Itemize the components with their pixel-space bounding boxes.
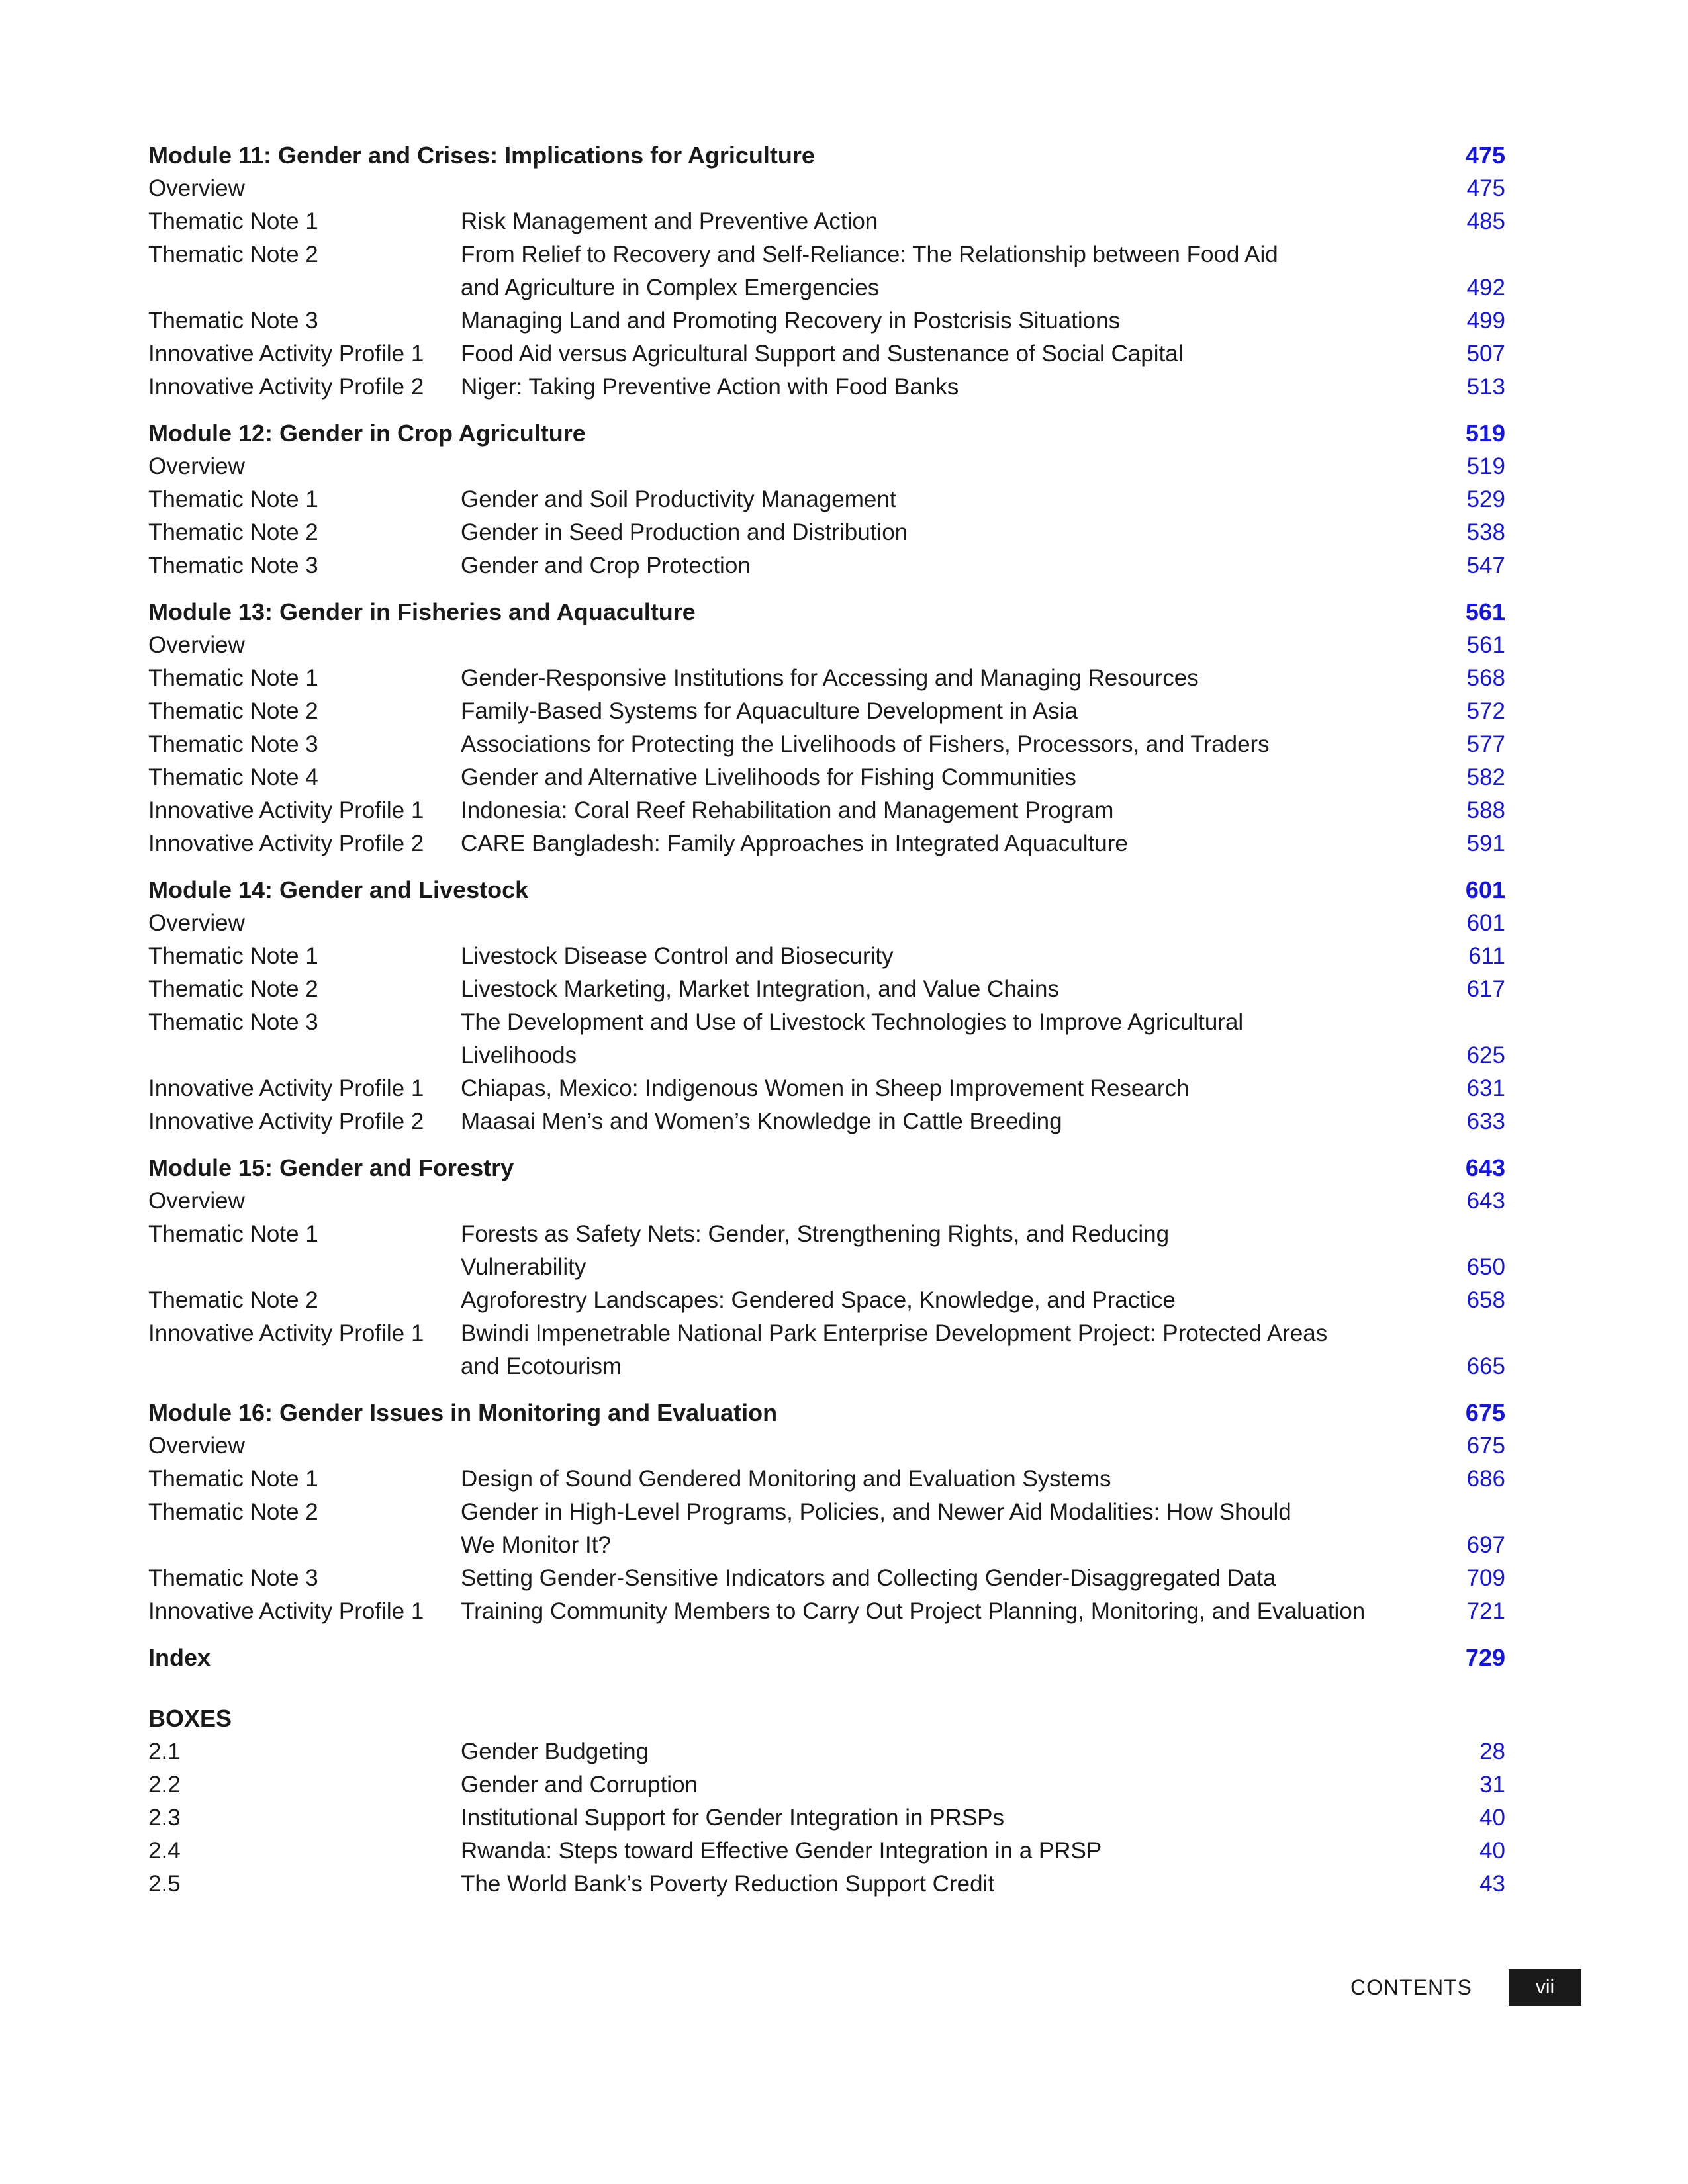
toc-entry-line <box>148 304 1505 338</box>
toc-entry-line <box>148 629 1505 662</box>
toc-entry[interactable] <box>148 1072 1505 1105</box>
entry-page-number[interactable]: 591 <box>1466 831 1505 856</box>
entry-page-number[interactable]: 675 <box>1466 1433 1505 1459</box>
box-number: 2.3 <box>148 1805 181 1831</box>
toc-entry-line <box>148 1496 1505 1529</box>
module-page-number[interactable]: 561 <box>1465 598 1505 625</box>
entry-label: Thematic Note 2 <box>148 1499 318 1525</box>
box-entry[interactable] <box>148 1801 1505 1835</box>
toc-entry[interactable] <box>148 973 1505 1006</box>
table-of-contents <box>148 139 1505 1901</box>
entry-title: Niger: Taking Preventive Action with Food Banks <box>461 374 959 400</box>
entry-title: We Monitor It? <box>461 1532 611 1558</box>
box-entry[interactable] <box>148 1735 1505 1768</box>
toc-entry-line <box>148 695 1505 728</box>
toc-entry-line <box>148 549 1505 582</box>
entry-page-number[interactable]: 697 <box>1466 1532 1505 1558</box>
boxes-section <box>148 1702 1505 1901</box>
toc-entry-line <box>148 205 1505 238</box>
entry-page-number[interactable]: 568 <box>1466 665 1505 691</box>
toc-entry[interactable] <box>148 1562 1505 1595</box>
toc-module <box>148 139 1505 404</box>
toc-entry-line <box>148 794 1505 827</box>
toc-entry-line <box>148 761 1505 794</box>
toc-entry[interactable] <box>148 629 1505 662</box>
toc-entry[interactable] <box>148 1105 1505 1138</box>
toc-entry-line <box>148 1350 1505 1383</box>
module-title: Module 11: Gender and Crises: Implications for Agriculture <box>148 142 815 169</box>
toc-entry-line <box>148 371 1505 404</box>
index-entry[interactable] <box>148 1641 1505 1674</box>
entry-label: Innovative Activity Profile 1 <box>148 797 424 823</box>
box-entry[interactable] <box>148 1868 1505 1901</box>
toc-entry-line <box>148 1595 1505 1628</box>
entry-page-number[interactable]: 643 <box>1466 1188 1505 1214</box>
toc-entry[interactable] <box>148 338 1505 371</box>
toc-module <box>148 1396 1505 1628</box>
entry-label: Thematic Note 2 <box>148 1287 318 1313</box>
box-entry[interactable] <box>148 1768 1505 1801</box>
toc-entry[interactable] <box>148 1496 1505 1562</box>
toc-entry-line <box>148 450 1505 483</box>
toc-entry[interactable] <box>148 761 1505 794</box>
entry-page-number[interactable]: 561 <box>1466 632 1505 658</box>
module-heading[interactable] <box>148 874 1505 907</box>
entry-page-number[interactable]: 633 <box>1466 1109 1505 1134</box>
module-heading[interactable] <box>148 139 1505 172</box>
toc-entry[interactable] <box>148 1284 1505 1317</box>
box-page-number[interactable]: 40 <box>1479 1805 1505 1831</box>
entry-title: and Agriculture in Complex Emergencies <box>461 275 880 300</box>
box-number: 2.2 <box>148 1772 181 1797</box>
toc-entry-line <box>148 1072 1505 1105</box>
entry-page-number[interactable]: 721 <box>1466 1598 1505 1624</box>
entry-label: Overview <box>148 632 245 658</box>
entry-title: Associations for Protecting the Livelihoods of Fishers, Processors, and Traders <box>461 731 1270 757</box>
entry-title: The Development and Use of Livestock Technologies to Improve Agricultural <box>461 1009 1244 1035</box>
entry-page-number[interactable]: 582 <box>1466 764 1505 790</box>
module-page-number[interactable]: 643 <box>1465 1154 1505 1181</box>
entry-page-number[interactable]: 588 <box>1466 797 1505 823</box>
box-title: Institutional Support for Gender Integration in PRSPs <box>461 1805 1005 1831</box>
entry-label: Innovative Activity Profile 2 <box>148 374 424 400</box>
entry-title: Gender and Soil Productivity Management <box>461 486 896 512</box>
toc-entry[interactable] <box>148 662 1505 695</box>
toc-entry[interactable] <box>148 1317 1505 1383</box>
toc-entry[interactable] <box>148 1430 1505 1463</box>
entry-title: Training Community Members to Carry Out Project Planning, Monitoring, and Evaluation <box>461 1598 1366 1624</box>
module-heading[interactable] <box>148 1396 1505 1430</box>
entry-title: From Relief to Recovery and Self-Reliance: The Relationship between Food Aid <box>461 242 1278 267</box>
toc-entry[interactable] <box>148 238 1505 304</box>
entry-page-number[interactable]: 665 <box>1466 1353 1505 1379</box>
entry-label: Thematic Note 3 <box>148 308 318 334</box>
toc-entry-line <box>148 238 1505 271</box>
entry-title: Indonesia: Coral Reef Rehabilitation and Management Program <box>461 797 1114 823</box>
module-title: Module 12: Gender in Crop Agriculture <box>148 420 586 447</box>
toc-entry-line <box>148 1218 1505 1251</box>
entry-label: Thematic Note 3 <box>148 1009 318 1035</box>
toc-entry[interactable] <box>148 371 1505 404</box>
toc-entry-line <box>148 1317 1505 1350</box>
entry-label: Innovative Activity Profile 2 <box>148 1109 424 1134</box>
toc-entry-line <box>148 483 1505 516</box>
entry-page-number[interactable]: 538 <box>1466 520 1505 545</box>
box-page-number[interactable]: 31 <box>1479 1772 1505 1797</box>
entry-label: Thematic Note 1 <box>148 1221 318 1247</box>
box-page-number[interactable]: 28 <box>1479 1739 1505 1764</box>
entry-title: Gender and Crop Protection <box>461 553 751 578</box>
page-footer <box>1350 1969 1581 2006</box>
entry-label: Innovative Activity Profile 2 <box>148 831 424 856</box>
entry-label: Overview <box>148 1433 245 1459</box>
entry-label: Thematic Note 2 <box>148 520 318 545</box>
toc-entry-line <box>148 1006 1505 1039</box>
toc-entry[interactable] <box>148 695 1505 728</box>
toc-module <box>148 596 1505 860</box>
entry-title: Food Aid versus Agricultural Support and Sustenance of Social Capital <box>461 341 1184 367</box>
entry-page-number[interactable]: 658 <box>1466 1287 1505 1313</box>
entry-page-number[interactable]: 686 <box>1466 1466 1505 1492</box>
entry-page-number[interactable]: 709 <box>1466 1565 1505 1591</box>
toc-entry[interactable] <box>148 1218 1505 1284</box>
entry-label: Thematic Note 1 <box>148 943 318 969</box>
toc-entry[interactable] <box>148 794 1505 827</box>
toc-entry[interactable] <box>148 1185 1505 1218</box>
toc-entry[interactable] <box>148 450 1505 483</box>
toc-entry-line <box>148 172 1505 205</box>
entry-title: Vulnerability <box>461 1254 586 1280</box>
boxes-title: BOXES <box>148 1705 232 1732</box>
page-folio: vii <box>1509 1969 1581 2006</box>
toc-entry[interactable] <box>148 516 1505 549</box>
box-title: Gender and Corruption <box>461 1772 698 1797</box>
module-page-number[interactable]: 519 <box>1465 420 1505 447</box>
toc-entry[interactable] <box>148 1595 1505 1628</box>
entry-page-number[interactable]: 475 <box>1466 175 1505 201</box>
entry-label: Thematic Note 1 <box>148 665 318 691</box>
toc-module <box>148 1152 1505 1383</box>
toc-entry[interactable] <box>148 907 1505 940</box>
entry-title: CARE Bangladesh: Family Approaches in Integrated Aquaculture <box>461 831 1128 856</box>
entry-page-number[interactable]: 625 <box>1466 1042 1505 1068</box>
box-entry[interactable] <box>148 1835 1505 1868</box>
entry-label: Innovative Activity Profile 1 <box>148 341 424 367</box>
entry-label: Overview <box>148 910 245 936</box>
toc-entry-line <box>148 728 1505 761</box>
toc-entry-line <box>148 338 1505 371</box>
module-page-number[interactable]: 675 <box>1465 1399 1505 1426</box>
entry-page-number[interactable]: 499 <box>1466 308 1505 334</box>
entry-title: Maasai Men’s and Women’s Knowledge in Cattle Breeding <box>461 1109 1062 1134</box>
toc-entry-line <box>148 662 1505 695</box>
entry-title: Gender in High-Level Programs, Policies, and Newer Aid Modalities: How Should <box>461 1499 1291 1525</box>
entry-page-number[interactable]: 631 <box>1466 1075 1505 1101</box>
entry-label: Thematic Note 1 <box>148 1466 318 1492</box>
box-number: 2.1 <box>148 1739 181 1764</box>
entry-label: Thematic Note 3 <box>148 731 318 757</box>
boxes-list <box>148 1735 1505 1901</box>
toc-module <box>148 874 1505 1138</box>
toc-entry[interactable] <box>148 728 1505 761</box>
toc-entry-line <box>148 271 1505 304</box>
entry-page-number[interactable]: 492 <box>1466 275 1505 300</box>
entry-label: Overview <box>148 175 245 201</box>
index-page-number[interactable]: 729 <box>1465 1644 1505 1671</box>
entry-label: Innovative Activity Profile 1 <box>148 1598 424 1624</box>
toc-entry-line <box>148 973 1505 1006</box>
entry-title: Agroforestry Landscapes: Gendered Space, Knowledge, and Practice <box>461 1287 1176 1313</box>
entry-label: Overview <box>148 453 245 479</box>
module-title: Module 15: Gender and Forestry <box>148 1154 514 1181</box>
toc-entry[interactable] <box>148 483 1505 516</box>
toc-entry-line <box>148 1562 1505 1595</box>
entry-title: Setting Gender-Sensitive Indicators and Collecting Gender-Disaggregated Data <box>461 1565 1276 1591</box>
entry-label: Thematic Note 4 <box>148 764 318 790</box>
toc-entry-line <box>148 940 1505 973</box>
entry-title: Forests as Safety Nets: Gender, Strengthening Rights, and Reducing <box>461 1221 1170 1247</box>
module-page-number[interactable]: 475 <box>1465 142 1505 169</box>
toc-entry[interactable] <box>148 827 1505 860</box>
toc-entry[interactable] <box>148 1006 1505 1072</box>
module-heading[interactable] <box>148 1152 1505 1185</box>
entry-page-number[interactable]: 650 <box>1466 1254 1505 1280</box>
module-heading[interactable] <box>148 596 1505 629</box>
entry-label: Thematic Note 3 <box>148 1565 318 1591</box>
entry-label: Thematic Note 1 <box>148 486 318 512</box>
entry-title: Gender in Seed Production and Distribution <box>461 520 908 545</box>
index-label: Index <box>148 1644 211 1671</box>
entry-label: Overview <box>148 1188 245 1214</box>
toc-entry[interactable] <box>148 304 1505 338</box>
toc-entry-line <box>148 1251 1505 1284</box>
box-title: Rwanda: Steps toward Effective Gender Integration in a PRSP <box>461 1838 1102 1864</box>
entry-title: Design of Sound Gendered Monitoring and Evaluation Systems <box>461 1466 1111 1492</box>
entry-title: Livestock Marketing, Market Integration, and Value Chains <box>461 976 1059 1002</box>
entry-label: Thematic Note 3 <box>148 553 318 578</box>
module-heading[interactable] <box>148 417 1505 450</box>
entry-label: Thematic Note 2 <box>148 242 318 267</box>
box-number: 2.5 <box>148 1871 181 1897</box>
entry-title: Chiapas, Mexico: Indigenous Women in Sheep Improvement Research <box>461 1075 1190 1101</box>
entry-label: Thematic Note 2 <box>148 698 318 724</box>
toc-entry[interactable] <box>148 172 1505 205</box>
box-title: Gender Budgeting <box>461 1739 649 1764</box>
entry-page-number[interactable]: 547 <box>1466 553 1505 578</box>
entry-label: Innovative Activity Profile 1 <box>148 1075 424 1101</box>
entry-page-number[interactable]: 611 <box>1468 943 1505 969</box>
toc-entry-line <box>148 907 1505 940</box>
entry-page-number[interactable]: 577 <box>1466 731 1505 757</box>
entry-page-number[interactable]: 519 <box>1466 453 1505 479</box>
entry-page-number[interactable]: 601 <box>1466 910 1505 936</box>
toc-entry-line <box>148 1529 1505 1562</box>
entry-label: Thematic Note 2 <box>148 976 318 1002</box>
module-list <box>148 139 1505 1628</box>
entry-label: Innovative Activity Profile 1 <box>148 1320 424 1346</box>
box-title: The World Bank’s Poverty Reduction Support Credit <box>461 1871 995 1897</box>
entry-title: Livelihoods <box>461 1042 577 1068</box>
entry-page-number[interactable]: 485 <box>1466 208 1505 234</box>
toc-entry[interactable] <box>148 205 1505 238</box>
running-footer-section: CONTENTS <box>1350 1975 1472 1999</box>
entry-label: Thematic Note 1 <box>148 208 318 234</box>
entry-title: Managing Land and Promoting Recovery in Postcrisis Situations <box>461 308 1121 334</box>
toc-entry-line <box>148 516 1505 549</box>
entry-page-number[interactable]: 513 <box>1466 374 1505 400</box>
toc-entry[interactable] <box>148 1463 1505 1496</box>
entry-page-number[interactable]: 572 <box>1466 698 1505 724</box>
box-page-number[interactable]: 43 <box>1479 1871 1505 1897</box>
toc-entry[interactable] <box>148 549 1505 582</box>
entry-title: Gender-Responsive Institutions for Accessing and Managing Resources <box>461 665 1199 691</box>
module-title: Module 14: Gender and Livestock <box>148 876 529 903</box>
toc-entry-line <box>148 1039 1505 1072</box>
toc-entry[interactable] <box>148 940 1505 973</box>
entry-page-number[interactable]: 529 <box>1466 486 1505 512</box>
toc-entry-line <box>148 1430 1505 1463</box>
toc-entry-line <box>148 1284 1505 1317</box>
entry-title: Gender and Alternative Livelihoods for Fishing Communities <box>461 764 1076 790</box>
entry-page-number[interactable]: 617 <box>1466 976 1505 1002</box>
entry-title: Family-Based Systems for Aquaculture Development in Asia <box>461 698 1078 724</box>
toc-entry-line <box>148 1185 1505 1218</box>
entry-title: Bwindi Impenetrable National Park Enterprise Development Project: Protected Areas <box>461 1320 1328 1346</box>
module-title: Module 13: Gender in Fisheries and Aquaculture <box>148 598 696 625</box>
entry-title: and Ecotourism <box>461 1353 622 1379</box>
box-page-number[interactable]: 40 <box>1479 1838 1505 1864</box>
entry-title: Livestock Disease Control and Biosecurity <box>461 943 894 969</box>
toc-entry-line <box>148 1105 1505 1138</box>
entry-page-number[interactable]: 507 <box>1466 341 1505 367</box>
toc-module <box>148 417 1505 582</box>
toc-entry-line <box>148 827 1505 860</box>
box-number: 2.4 <box>148 1838 181 1864</box>
module-title: Module 16: Gender Issues in Monitoring and Evaluation <box>148 1399 778 1426</box>
module-page-number[interactable]: 601 <box>1465 876 1505 903</box>
entry-title: Risk Management and Preventive Action <box>461 208 878 234</box>
toc-entry-line <box>148 1463 1505 1496</box>
